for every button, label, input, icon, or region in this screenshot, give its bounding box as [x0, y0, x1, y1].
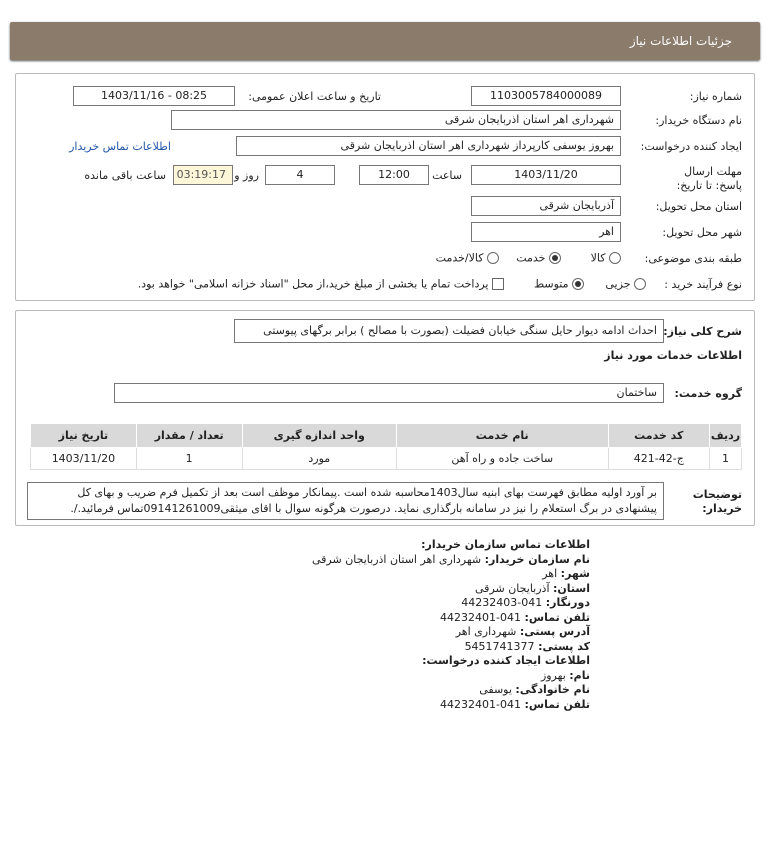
address-label: آدرس پستی:	[519, 625, 590, 638]
column-header: نام خدمت	[396, 424, 608, 448]
days-label: روز و	[234, 169, 259, 182]
deadline-date-field[interactable]: 1403/11/20	[471, 165, 621, 185]
category-label: طبقه بندی موضوعی:	[644, 252, 742, 265]
summary-label: شرح کلی نیاز:	[663, 325, 742, 338]
org-name-label: نام سازمان خریدار:	[484, 552, 590, 566]
province-label: استان محل تحویل:	[655, 200, 742, 213]
services-section-title: اطلاعات خدمات مورد نیاز	[604, 349, 742, 362]
org-name: شهرداری اهر استان اذربایجان شرقی	[311, 552, 482, 566]
contact-city-label: شهر:	[560, 567, 590, 580]
phone-value: 041-44232401	[440, 610, 522, 624]
need-details-panel	[15, 310, 755, 526]
category-option-service[interactable]: خدمت	[516, 251, 561, 265]
radio-icon[interactable]	[487, 252, 499, 264]
need-info-panel	[15, 73, 755, 301]
service-group-field[interactable]: ساختمان	[114, 383, 664, 403]
days-field[interactable]: 4	[265, 165, 335, 185]
remaining-label: ساعت باقی مانده	[84, 169, 166, 182]
contact-province-label: استان:	[553, 581, 590, 595]
province-field[interactable]: آذربایجان شرقی	[471, 196, 621, 216]
buyer-notes-field[interactable]: بر آورد اولیه مطابق فهرست بهای ابنیه سال1403محاسبه شده است .پیمانکار موظف است بعد از تکمیل فرم ضریب و بهای کل پیشنهادی در برگ استعلام را نیز در سامانه بارگذاری نماید. درصورت هرگونه سوال با اقای میثقی09141261009تماس فرمائید./.	[27, 482, 664, 520]
category-option-goods-service[interactable]: کالا/خدمت	[436, 251, 499, 265]
column-header: تعداد / مقدار	[136, 424, 242, 448]
phone-label: تلفن تماس:	[524, 610, 590, 624]
service-code-cell: ج-42-421	[608, 448, 710, 470]
process-option-medium[interactable]: متوسط	[534, 277, 584, 291]
creator-contact-title: اطلاعات ایجاد کننده درخواست:	[422, 654, 590, 667]
page-header	[10, 22, 760, 60]
remaining-time-field: 03:19:17	[173, 165, 233, 185]
announce-field[interactable]: 1403/11/16 - 08:25	[73, 86, 235, 106]
last-name-label: نام خانوادگی:	[515, 683, 590, 696]
first-name-value: بهروز	[540, 668, 566, 682]
process-label: نوع فرآیند خرید :	[664, 278, 742, 291]
city-label: شهر محل تحویل:	[662, 226, 742, 239]
last-name-value: یوسفی	[479, 683, 512, 696]
announce-label: تاریخ و ساعت اعلان عمومی:	[248, 90, 381, 103]
postal-code-label: کد پستی:	[538, 639, 590, 653]
quantity-cell: 1	[136, 448, 242, 470]
first-name-label: نام:	[569, 668, 590, 682]
deadline-time-field[interactable]: 12:00	[359, 165, 429, 185]
deadline-label: مهلت ارسال پاسخ: تا تاریخ:	[676, 165, 742, 192]
service-group-label: گروه خدمت:	[674, 387, 742, 400]
postal-code-value: 5451741377	[464, 639, 535, 653]
creator-phone-value: 041-44232401	[440, 697, 522, 711]
buyer-contact-link[interactable]: اطلاعات تماس خریدار	[69, 140, 171, 153]
treasury-payment-option[interactable]: پرداخت تمام یا بخشی از مبلغ خرید،از محل "اسناد خزانه اسلامی" خواهد بود.	[138, 277, 504, 291]
category-option-goods[interactable]: کالا	[591, 251, 621, 265]
unit-cell: مورد	[242, 448, 396, 470]
checkbox-icon[interactable]	[492, 278, 504, 290]
time-label: ساعت	[432, 169, 462, 182]
radio-icon[interactable]	[609, 252, 621, 264]
buyer-field[interactable]: شهرداری اهر استان اذربایجان شرقی	[171, 110, 621, 130]
address-value: شهرداری اهر	[455, 625, 517, 638]
column-header: ردیف	[710, 424, 742, 448]
summary-field[interactable]: احداث ادامه دیوار حایل سنگی خیابان فضیلت (بصورت با مصالح ) برابر برگهای پیوستی	[234, 319, 664, 343]
fax-label: دورنگار:	[545, 596, 590, 609]
table-row[interactable]	[31, 448, 742, 470]
creator-label: ایجاد کننده درخواست:	[640, 140, 742, 153]
table-header-row	[31, 424, 742, 448]
creator-field[interactable]: بهروز یوسفی کارپرداز شهرداری اهر استان اذربایجان شرقی	[236, 136, 621, 156]
contact-info	[190, 538, 590, 712]
need-number-label: شماره نیاز:	[689, 90, 742, 103]
city-field[interactable]: اهر	[471, 222, 621, 242]
contact-city: اهر	[542, 567, 558, 580]
radio-icon[interactable]	[634, 278, 646, 290]
process-option-minor[interactable]: جزیی	[605, 277, 646, 291]
radio-selected-icon[interactable]	[549, 252, 561, 264]
services-table	[30, 423, 742, 470]
creator-phone-label: تلفن تماس:	[524, 697, 590, 711]
org-contact-title: اطلاعات تماس سازمان خریدار:	[421, 538, 590, 551]
service-name-cell: ساخت جاده و راه آهن	[396, 448, 608, 470]
column-header: تاریخ نیاز	[31, 424, 137, 448]
need-number-field[interactable]: 1103005784000089	[471, 86, 621, 106]
radio-selected-icon[interactable]	[572, 278, 584, 290]
contact-province: آذربایجان شرقی	[475, 581, 550, 595]
page-title: جزئیات اطلاعات نیاز	[629, 34, 732, 48]
column-header: واحد اندازه گیری	[242, 424, 396, 448]
row-index-cell: 1	[710, 448, 742, 470]
buyer-notes-label: توضیحات خریدار:	[692, 488, 742, 515]
need-date-cell: 1403/11/20	[31, 448, 137, 470]
column-header: کد خدمت	[608, 424, 710, 448]
buyer-label: نام دستگاه خریدار:	[655, 114, 742, 127]
fax-value: 041-44232403	[461, 596, 543, 609]
